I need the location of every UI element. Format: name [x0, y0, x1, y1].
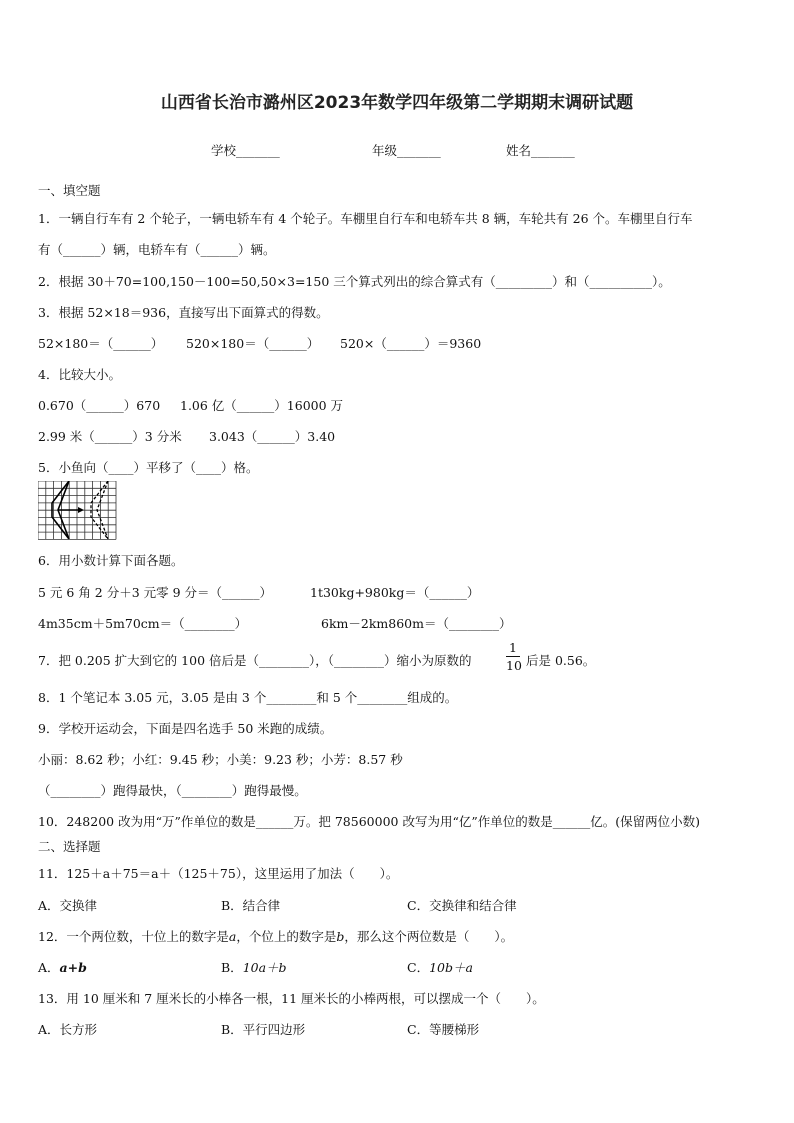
question-13-option-b: B．平行四边形: [221, 1022, 306, 1037]
option-a-label: A．: [38, 960, 60, 975]
question-6-item-d: 6km－2km860m＝（________）: [321, 616, 512, 631]
fraction-numerator: 1: [509, 640, 517, 655]
exam-title: 山西省长治市潞州区2023年数学四年级第二学期期末调研试题: [160, 93, 634, 113]
question-8: 8．1 个笔记本 3.05 元，3.05 是由 3 个________和 5 个________组成的。: [38, 690, 458, 705]
question-10: 10．248200 改为用“万”作单位的数是______万。把 78560000 改写为用“亿”作单位的数是______亿。(保留两位小数): [38, 814, 700, 829]
question-11-option-a: A．交换律: [38, 898, 98, 913]
question-1-line-1: 1．一辆自行车有 2 个轮子，一辆电轿车有 4 个轮子。车棚里自行车和电轿车共 8 辆，车轮共有 26 个。车棚里自行车: [38, 211, 693, 226]
question-11-option-c: C．交换律和结合律: [407, 898, 517, 913]
section-choice-heading: 二、选择题: [38, 839, 101, 854]
question-4-item-c: 2.99 米（______）3 分米: [38, 429, 182, 444]
question-12-option-c: [407, 958, 473, 976]
question-12-option-b: [221, 958, 287, 976]
section-fill-blank-heading: 一、填空题: [38, 183, 101, 198]
option-b-label: B．: [221, 960, 243, 975]
question-7-suffix: 后是 0.56。: [526, 653, 596, 668]
question-12-text-3: ，那么这个两位数是（ ）。: [344, 929, 514, 944]
question-9-answer: （________）跑得最快，（________）跑得最慢。: [38, 783, 307, 798]
question-13-option-a: A．长方形: [38, 1022, 98, 1037]
fish-translation-grid: [38, 481, 118, 544]
fraction-denominator: 10: [506, 658, 522, 673]
question-9: 9．学校开运动会，下面是四名选手 50 米跑的成绩。: [38, 721, 333, 736]
question-4: 4．比较大小。: [38, 367, 121, 382]
question-2: 2．根据 30＋70=100,150－100=50,50×3=150 三个算式列出的综合算式有（_________）和（__________）。: [38, 274, 671, 289]
question-11: 11．125＋a＋75＝a＋（125＋75），这里运用了加法（ ）。: [38, 866, 399, 881]
variable-a: a: [228, 929, 237, 944]
variable-b: b: [336, 929, 345, 944]
question-12-text-1: 12．一个两位数，十位上的数字是: [38, 929, 229, 944]
question-3-item-b: 520×180＝（______）: [186, 336, 320, 351]
question-13-option-c: C．等腰梯形: [407, 1022, 480, 1037]
question-3: 3．根据 52×18＝936，直接写出下面算式的得数。: [38, 305, 329, 320]
question-4-item-d: 3.043（______）3.40: [209, 429, 336, 444]
question-6-item-a: 5 元 6 角 2 分＋3 元零 9 分＝（______）: [38, 585, 273, 600]
option-a-expr: a+b: [59, 960, 87, 975]
fraction-bar: [506, 656, 520, 657]
question-5: 5．小鱼向（____）平移了（____）格。: [38, 460, 259, 475]
question-13: 13．用 10 厘米和 7 厘米长的小棒各一根，11 厘米长的小棒两根，可以摆成一个（ ）。: [38, 991, 545, 1006]
question-7-text: 7．把 0.205 扩大到它的 100 倍后是（________），（________）缩小为原数的: [38, 653, 472, 668]
grade-field: 年级_______: [372, 143, 441, 158]
question-6-item-b: 1t30kg+980kg＝（______）: [310, 585, 480, 600]
question-12-text-2: ，个位上的数字是: [236, 929, 337, 944]
question-1-line-2: 有（______）辆，电轿车有（______）辆。: [38, 242, 276, 257]
question-4-item-b: 1.06 亿（______）16000 万: [180, 398, 344, 413]
name-field: 姓名_______: [506, 143, 575, 158]
question-4-item-a: 0.670（______）670: [38, 398, 161, 413]
question-12: [38, 927, 513, 945]
question-3-item-c: 520×（______）＝9360: [340, 336, 482, 351]
option-b-expr: 10a＋b: [242, 960, 287, 975]
fraction-one-tenth: [506, 640, 520, 673]
question-11-option-b: B．结合律: [221, 898, 281, 913]
question-6-item-c: 4m35cm＋5m70cm＝（________）: [38, 616, 248, 631]
option-c-label: C．: [407, 960, 430, 975]
question-6: 6．用小数计算下面各题。: [38, 553, 184, 568]
question-12-option-a: [38, 958, 87, 976]
option-c-expr: 10b＋a: [429, 960, 473, 975]
school-field: 学校_______: [211, 143, 280, 158]
question-9-results: 小丽：8.62 秒；小红：9.45 秒；小美：9.23 秒；小芳：8.57 秒: [38, 752, 403, 767]
question-3-item-a: 52×180＝（______）: [38, 336, 164, 351]
